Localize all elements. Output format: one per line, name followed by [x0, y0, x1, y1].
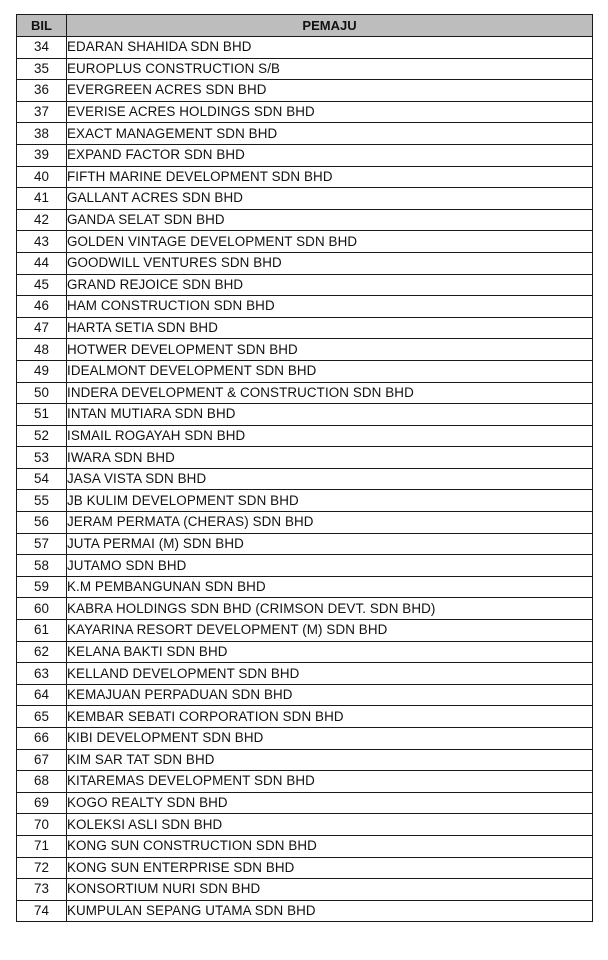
developer-name-cell: KEMAJUAN PERPADUAN SDN BHD	[67, 684, 593, 706]
row-number-cell: 43	[17, 231, 67, 253]
table-row	[17, 382, 593, 404]
developer-name-cell: KIM SAR TAT SDN BHD	[67, 749, 593, 771]
row-number-cell: 57	[17, 533, 67, 555]
table-row	[17, 706, 593, 728]
table-row	[17, 296, 593, 318]
developer-name-cell: KAYARINA RESORT DEVELOPMENT (M) SDN BHD	[67, 620, 593, 642]
developer-name-cell: KABRA HOLDINGS SDN BHD (CRIMSON DEVT. SDN BHD)	[67, 598, 593, 620]
row-number-cell: 39	[17, 144, 67, 166]
developer-name-cell: IDEALMONT DEVELOPMENT SDN BHD	[67, 360, 593, 382]
developer-name-cell: KELLAND DEVELOPMENT SDN BHD	[67, 663, 593, 685]
developer-name-cell: JERAM PERMATA (CHERAS) SDN BHD	[67, 512, 593, 534]
developer-name-cell: JUTAMO SDN BHD	[67, 555, 593, 577]
developer-name-cell: KONSORTIUM NURI SDN BHD	[67, 879, 593, 901]
row-number-cell: 44	[17, 252, 67, 274]
developer-name-cell: HOTWER DEVELOPMENT SDN BHD	[67, 339, 593, 361]
row-number-cell: 37	[17, 101, 67, 123]
table-row	[17, 576, 593, 598]
row-number-cell: 35	[17, 58, 67, 80]
header-bil: BIL	[17, 15, 67, 37]
developer-name-cell: EVERISE ACRES HOLDINGS SDN BHD	[67, 101, 593, 123]
table-row	[17, 37, 593, 59]
row-number-cell: 73	[17, 879, 67, 901]
row-number-cell: 67	[17, 749, 67, 771]
row-number-cell: 54	[17, 468, 67, 490]
row-number-cell: 36	[17, 80, 67, 102]
table-row	[17, 252, 593, 274]
table-row	[17, 814, 593, 836]
table-row	[17, 857, 593, 879]
table-row	[17, 663, 593, 685]
table-row	[17, 728, 593, 750]
developer-name-cell: EXACT MANAGEMENT SDN BHD	[67, 123, 593, 145]
table-row	[17, 835, 593, 857]
row-number-cell: 63	[17, 663, 67, 685]
table-row	[17, 317, 593, 339]
table-row	[17, 188, 593, 210]
table-row	[17, 447, 593, 469]
developer-name-cell: GANDA SELAT SDN BHD	[67, 209, 593, 231]
developer-name-cell: HAM CONSTRUCTION SDN BHD	[67, 296, 593, 318]
developer-name-cell: KELANA BAKTI SDN BHD	[67, 641, 593, 663]
developer-name-cell: INTAN MUTIARA SDN BHD	[67, 404, 593, 426]
table-row	[17, 771, 593, 793]
developer-name-cell: GRAND REJOICE SDN BHD	[67, 274, 593, 296]
table-row	[17, 144, 593, 166]
row-number-cell: 61	[17, 620, 67, 642]
developer-table	[16, 14, 593, 922]
table-row	[17, 792, 593, 814]
row-number-cell: 41	[17, 188, 67, 210]
table-row	[17, 900, 593, 922]
developer-name-cell: EUROPLUS CONSTRUCTION S/B	[67, 58, 593, 80]
table-row	[17, 512, 593, 534]
table-row	[17, 641, 593, 663]
row-number-cell: 42	[17, 209, 67, 231]
row-number-cell: 60	[17, 598, 67, 620]
row-number-cell: 69	[17, 792, 67, 814]
table-row	[17, 533, 593, 555]
row-number-cell: 49	[17, 360, 67, 382]
row-number-cell: 71	[17, 835, 67, 857]
row-number-cell: 72	[17, 857, 67, 879]
table-row	[17, 490, 593, 512]
developer-name-cell: K.M PEMBANGUNAN SDN BHD	[67, 576, 593, 598]
table-row	[17, 58, 593, 80]
row-number-cell: 70	[17, 814, 67, 836]
row-number-cell: 59	[17, 576, 67, 598]
developer-name-cell: KUMPULAN SEPANG UTAMA SDN BHD	[67, 900, 593, 922]
row-number-cell: 55	[17, 490, 67, 512]
row-number-cell: 48	[17, 339, 67, 361]
table-row	[17, 209, 593, 231]
developer-name-cell: KOLEKSI ASLI SDN BHD	[67, 814, 593, 836]
row-number-cell: 46	[17, 296, 67, 318]
row-number-cell: 50	[17, 382, 67, 404]
row-number-cell: 45	[17, 274, 67, 296]
developer-name-cell: EDARAN SHAHIDA SDN BHD	[67, 37, 593, 59]
table-row	[17, 598, 593, 620]
developer-name-cell: JUTA PERMAI (M) SDN BHD	[67, 533, 593, 555]
developer-name-cell: KONG SUN CONSTRUCTION SDN BHD	[67, 835, 593, 857]
row-number-cell: 66	[17, 728, 67, 750]
developer-name-cell: ISMAIL ROGAYAH SDN BHD	[67, 425, 593, 447]
developer-name-cell: INDERA DEVELOPMENT & CONSTRUCTION SDN BHD	[67, 382, 593, 404]
table-row	[17, 879, 593, 901]
row-number-cell: 51	[17, 404, 67, 426]
row-number-cell: 74	[17, 900, 67, 922]
table-row	[17, 101, 593, 123]
table-row	[17, 360, 593, 382]
row-number-cell: 53	[17, 447, 67, 469]
developer-name-cell: KONG SUN ENTERPRISE SDN BHD	[67, 857, 593, 879]
row-number-cell: 47	[17, 317, 67, 339]
developer-name-cell: KITAREMAS DEVELOPMENT SDN BHD	[67, 771, 593, 793]
developer-name-cell: KEMBAR SEBATI CORPORATION SDN BHD	[67, 706, 593, 728]
table-row	[17, 555, 593, 577]
table-row	[17, 684, 593, 706]
developer-name-cell: GOODWILL VENTURES SDN BHD	[67, 252, 593, 274]
table-body	[17, 37, 593, 922]
row-number-cell: 38	[17, 123, 67, 145]
developer-name-cell: EVERGREEN ACRES SDN BHD	[67, 80, 593, 102]
table-row	[17, 468, 593, 490]
developer-name-cell: EXPAND FACTOR SDN BHD	[67, 144, 593, 166]
developer-name-cell: JB KULIM DEVELOPMENT SDN BHD	[67, 490, 593, 512]
developer-name-cell: KOGO REALTY SDN BHD	[67, 792, 593, 814]
table-row	[17, 80, 593, 102]
row-number-cell: 62	[17, 641, 67, 663]
developer-name-cell: GOLDEN VINTAGE DEVELOPMENT SDN BHD	[67, 231, 593, 253]
row-number-cell: 65	[17, 706, 67, 728]
table-row	[17, 274, 593, 296]
developer-name-cell: IWARA SDN BHD	[67, 447, 593, 469]
developer-name-cell: GALLANT ACRES SDN BHD	[67, 188, 593, 210]
developer-name-cell: KIBI DEVELOPMENT SDN BHD	[67, 728, 593, 750]
table-row	[17, 123, 593, 145]
developer-name-cell: FIFTH MARINE DEVELOPMENT SDN BHD	[67, 166, 593, 188]
row-number-cell: 68	[17, 771, 67, 793]
header-row	[17, 15, 593, 37]
row-number-cell: 40	[17, 166, 67, 188]
row-number-cell: 56	[17, 512, 67, 534]
table-header	[17, 15, 593, 37]
table-row	[17, 166, 593, 188]
table-row	[17, 404, 593, 426]
table-row	[17, 425, 593, 447]
row-number-cell: 52	[17, 425, 67, 447]
header-pemaju: PEMAJU	[67, 15, 593, 37]
table-row	[17, 339, 593, 361]
row-number-cell: 64	[17, 684, 67, 706]
developer-name-cell: JASA VISTA SDN BHD	[67, 468, 593, 490]
developer-name-cell: HARTA SETIA SDN BHD	[67, 317, 593, 339]
table-row	[17, 620, 593, 642]
row-number-cell: 58	[17, 555, 67, 577]
row-number-cell: 34	[17, 37, 67, 59]
table-row	[17, 231, 593, 253]
table-row	[17, 749, 593, 771]
